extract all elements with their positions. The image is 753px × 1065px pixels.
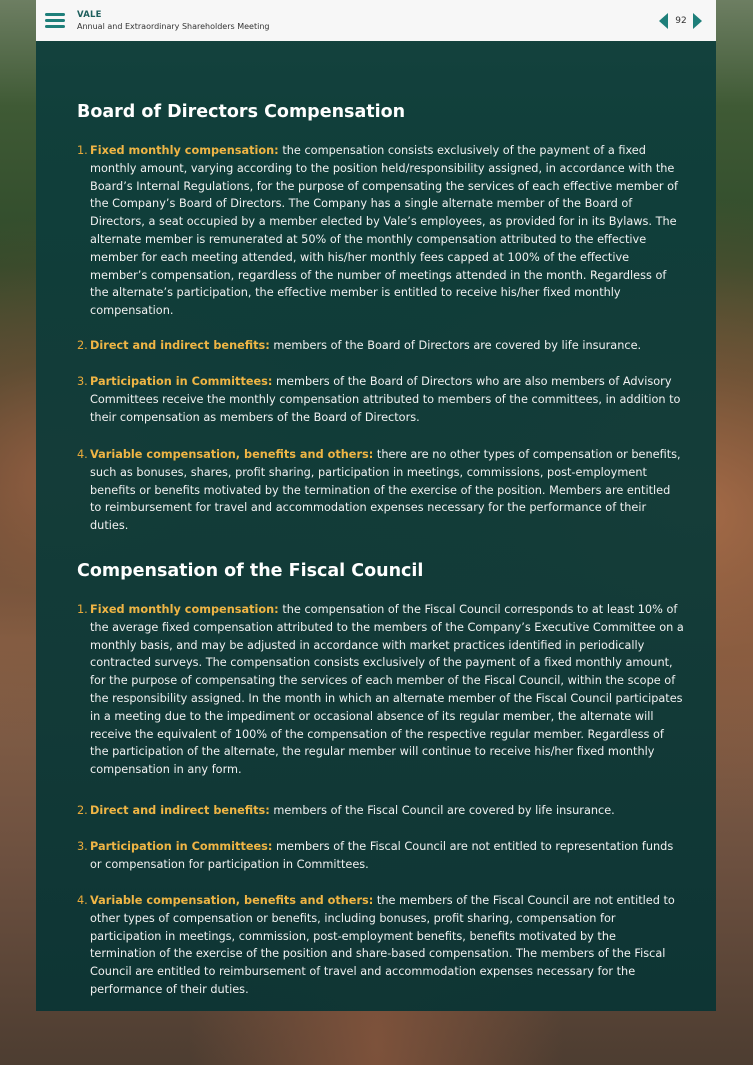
list-item — [77, 892, 684, 999]
page-number: 92 — [675, 16, 687, 26]
list-number: 3. — [77, 375, 88, 388]
list-number: 1. — [77, 144, 88, 157]
list-item — [77, 838, 684, 874]
list-number: 1. — [77, 603, 88, 616]
item-text: the members of the Fiscal Council are not entitled to other types of compensation or benefits, including bonuses, profit sharing, compensation for participation in meetings, commission, post-employment benefits, benefits motivated by the termination of the exercise of the position and share-based compensation. The members of the Fiscal Council are entitled to reimbursement of travel and accommodation expenses necessary for the performance of their duties. — [90, 894, 675, 996]
section-title-fiscal-council: Compensation of the Fiscal Council — [77, 561, 424, 581]
item-text: members of the Board of Directors are covered by life insurance. — [273, 339, 642, 352]
previous-page-icon[interactable] — [659, 13, 668, 29]
item-text: members of the Fiscal Council are not entitled to representation funds or compensation for participation in Committees. — [90, 840, 674, 871]
item-text: members of the Fiscal Council are covered by life insurance. — [273, 804, 615, 817]
list-item — [77, 373, 684, 426]
list-item — [77, 142, 684, 320]
list-item — [77, 337, 684, 355]
next-page-icon[interactable] — [693, 13, 702, 29]
list-number: 3. — [77, 840, 88, 853]
item-label: Participation in Committees: — [90, 840, 273, 853]
section-title-board: Board of Directors Compensation — [77, 102, 406, 122]
item-text: the compensation of the Fiscal Council corresponds to at least 10% of the average fixed compensation attributed to the members of the Company’s Executive Committee on a monthly basis, and may be adjusted in accordance with market practices identified in periodically contracted surveys. The compensation consists exclusively of the payment of a fixed monthly amount, for the purpose of compensating the services of each member of the Fiscal Council, within the scope of the responsibility assigned. In the month in which an alternate member of the Fiscal Council participates in a meeting due to the impediment or occasional absence of its regular member, the alternate will receive the equivalent of 100% of the compensation of the respective regular member. Regardless of the participation of the alternate, the regular member will continue to receive his/her fixed monthly compensation in any form. — [90, 603, 684, 777]
list-number: 2. — [77, 339, 88, 352]
content-panel — [36, 41, 716, 1011]
item-label: Fixed monthly compensation: — [90, 603, 279, 616]
list-item — [77, 802, 684, 820]
item-label: Participation in Committees: — [90, 375, 273, 388]
item-label: Variable compensation, benefits and others: — [90, 894, 374, 907]
top-bar — [36, 0, 716, 41]
list-item — [77, 601, 684, 779]
item-label: Direct and indirect benefits: — [90, 339, 270, 352]
item-label: Variable compensation, benefits and others: — [90, 448, 374, 461]
list-number: 4. — [77, 894, 88, 907]
list-number: 2. — [77, 804, 88, 817]
list-number: 4. — [77, 448, 88, 461]
hamburger-menu-icon[interactable] — [45, 13, 65, 29]
item-text: members of the Board of Directors who are also members of Advisory Committees receive the monthly compensation attributed to members of the committees, in addition to their compensation as members of the Board of Directors. — [90, 375, 681, 424]
item-label: Direct and indirect benefits: — [90, 804, 270, 817]
item-text: there are no other types of compensation or benefits, such as bonuses, shares, profit sharing, participation in meetings, commissions, post-employment benefits or benefits motivated by the termination of the exercise of the position. Members are entitled to reimbursement for travel and accommodation expenses necessary for the performance of their duties. — [90, 448, 681, 533]
item-text: the compensation consists exclusively of the payment of a fixed monthly amount, varying according to the position held/responsibility assigned, in accordance with the Board’s Internal Regulations, for the purpose of compensating the services of each effective member of the Company’s Board of Directors. The Company has a single alternate member of the Board of Directors, a seat occupied by a member elected by Vale’s employees, as provided for in its Bylaws. The alternate member is remunerated at 50% of the monthly compensation attributed to the effective member for each meeting attended, with his/her monthly fees capped at 100% of the effective member’s compensation, regardless of the number of meetings attended in the month. Regardless of the alternate’s participation, the effective member is entitled to receive his/her fixed monthly compensation. — [90, 144, 678, 318]
brand-name: VALE — [77, 10, 102, 20]
item-label: Fixed monthly compensation: — [90, 144, 279, 157]
list-item — [77, 446, 684, 535]
document-subtitle: Annual and Extraordinary Shareholders Meeting — [77, 22, 270, 31]
